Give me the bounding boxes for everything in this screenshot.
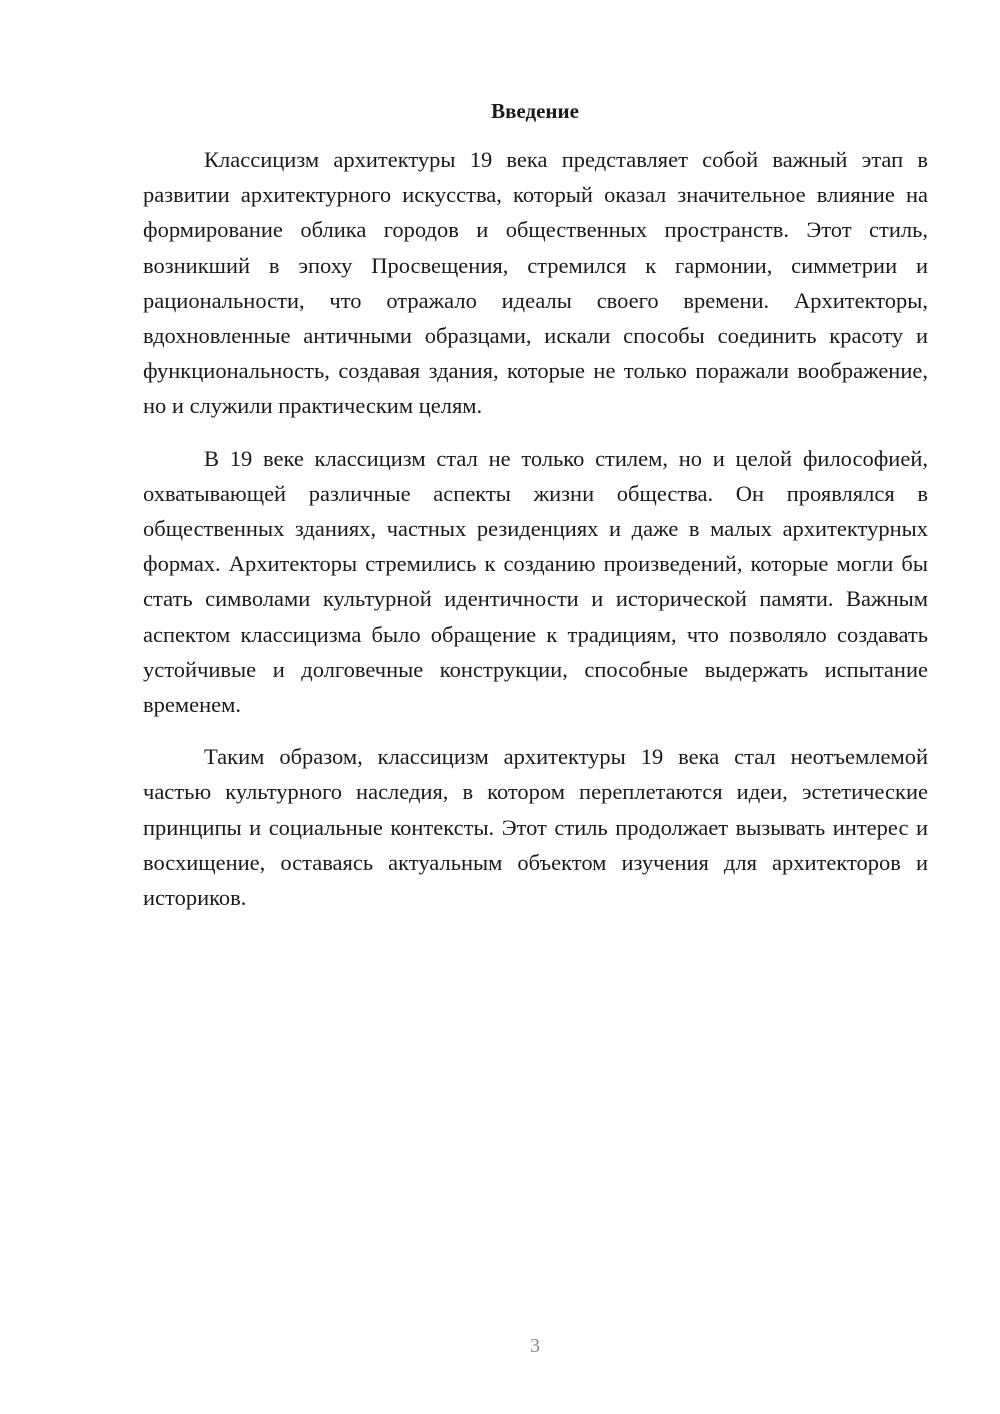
section-heading: Введение <box>491 99 579 123</box>
page-number: 3 <box>530 1335 540 1357</box>
paragraph-3: Таким образом, классицизм архитектуры 19 века стал неотъемлемой частью культурного наследия, в котором переплетаются идеи, эстетические принципы и социальные контексты. Этот стиль продолжает вызывать интерес и восхищение, оставаясь актуальным объектом изучения для архитекторов и историков. <box>143 744 928 911</box>
paragraph-1: Классицизм архитектуры 19 века представляет собой важный этап в развитии архитектурного искусства, который оказал значительное влияние на формирование облика городов и общественных пространств. Этот стиль, возникший в эпоху Просвещения, стремился к гармонии, симметрии и рациональности, что отражало идеалы своего времени. Архитекторы, вдохновленные античными образцами, искали способы соединить красоту и функциональность, создавая здания, которые не только поражали воображение, но и служили практическим целям. <box>143 147 928 419</box>
body-text <box>143 142 928 932</box>
paragraph-2: В 19 веке классицизм стал не только стилем, но и целой философией, охватывающей различные аспекты жизни общества. Он проявлялся в общественных зданиях, частных резиденциях и даже в малых архитектурных формах. Архитекторы стремились к созданию произведений, которые могли бы стать символами культурной идентичности и исторической памяти. Важным аспектом классицизма было обращение к традициям, что позволяло создавать устойчивые и долговечные конструкции, способные выдержать испытание временем. <box>143 445 928 718</box>
